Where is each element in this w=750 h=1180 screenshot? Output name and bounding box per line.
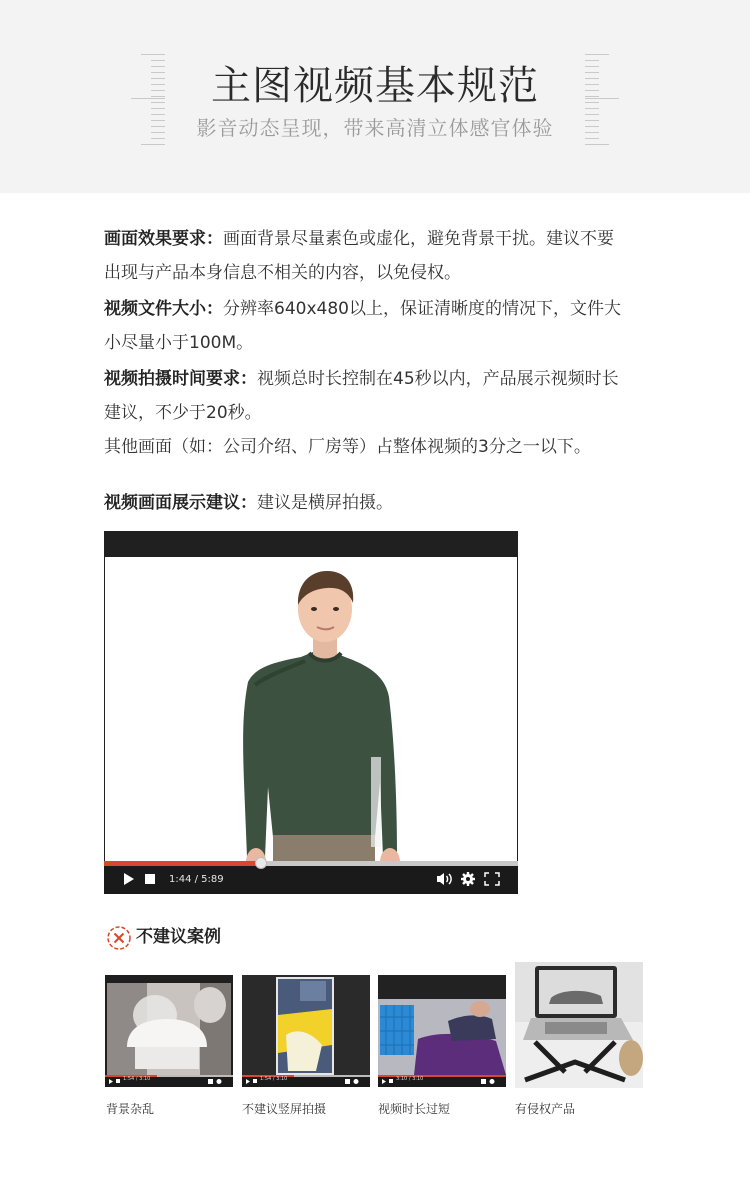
case-thumbnail-cluttered-background: [105, 975, 233, 1087]
case-time: 3:10 / 3:10: [396, 1076, 424, 1082]
case-thumbnail-infringing-product: [515, 962, 643, 1088]
header-band: [0, 0, 750, 193]
play-icon[interactable]: [123, 872, 135, 886]
picture-effect-label: 画面效果要求：: [104, 229, 223, 249]
duration-label: 视频拍摄时间要求：: [104, 369, 257, 389]
ruler-tick: [585, 144, 609, 145]
case-label: 视频时长过短: [378, 1102, 451, 1116]
volume-icon[interactable]: [436, 872, 453, 886]
display-text: 建议是横屏拍摄。: [257, 493, 393, 513]
picture-effect-text: 画面背景尽量素色或虚化，避免背景干扰。建议不要: [223, 229, 614, 249]
too-short-image: [378, 975, 506, 1087]
infringing-product-image: [515, 962, 643, 1088]
stop-icon[interactable]: [145, 874, 155, 884]
case-label: 背景杂乱: [106, 1102, 155, 1116]
settings-gear-icon[interactable]: [460, 871, 476, 887]
display-label: 视频画面展示建议：: [104, 493, 257, 513]
duration-text: 视频总时长控制在45秒以内，产品展示视频时长: [257, 369, 619, 389]
video-player[interactable]: [104, 531, 518, 894]
requirements-text: [104, 222, 664, 464]
case-time: 1:54 / 3:10: [260, 1076, 288, 1082]
display-recommendation: [104, 486, 393, 520]
vertical-video-image: [242, 975, 370, 1087]
not-recommended-x-icon: [106, 925, 132, 951]
player-top-bar: [104, 531, 518, 557]
case-label: 不建议竖屏拍摄: [242, 1102, 327, 1116]
case-thumbnail-too-short: [378, 975, 506, 1087]
progress-handle[interactable]: [255, 857, 267, 869]
picture-effect-text-2: 出现与产品本身信息不相关的内容，以免侵权。: [104, 263, 461, 283]
player-control-bar: [104, 866, 518, 894]
case-label: 有侵权产品: [515, 1102, 576, 1116]
ruler-tick: [141, 144, 165, 145]
page-subtitle: 影音动态呈现，带来高清立体感官体验: [196, 116, 554, 140]
fullscreen-icon[interactable]: [484, 872, 500, 886]
page-title: 主图视频基本规范: [211, 63, 539, 109]
video-frame: [105, 557, 517, 892]
case-thumbnail-vertical-video: [242, 975, 370, 1087]
file-size-label: 视频文件大小：: [104, 299, 223, 319]
not-recommended-title: 不建议案例: [136, 927, 221, 947]
person-image: [105, 557, 517, 892]
player-time: 1:44 / 5:89: [169, 874, 224, 885]
duration-text-3: 其他画面（如：公司介绍、厂房等）占整体视频的3分之一以下。: [104, 437, 591, 457]
file-size-text-2: 小尽量小于100M。: [104, 333, 254, 353]
file-size-text: 分辨率640x480以上，保证清晰度的情况下，文件大: [223, 299, 621, 319]
duration-text-2: 建议，不少于20秒。: [104, 403, 262, 423]
cluttered-background-image: [105, 975, 233, 1087]
case-time: 1:54 / 3:10: [123, 1076, 151, 1082]
